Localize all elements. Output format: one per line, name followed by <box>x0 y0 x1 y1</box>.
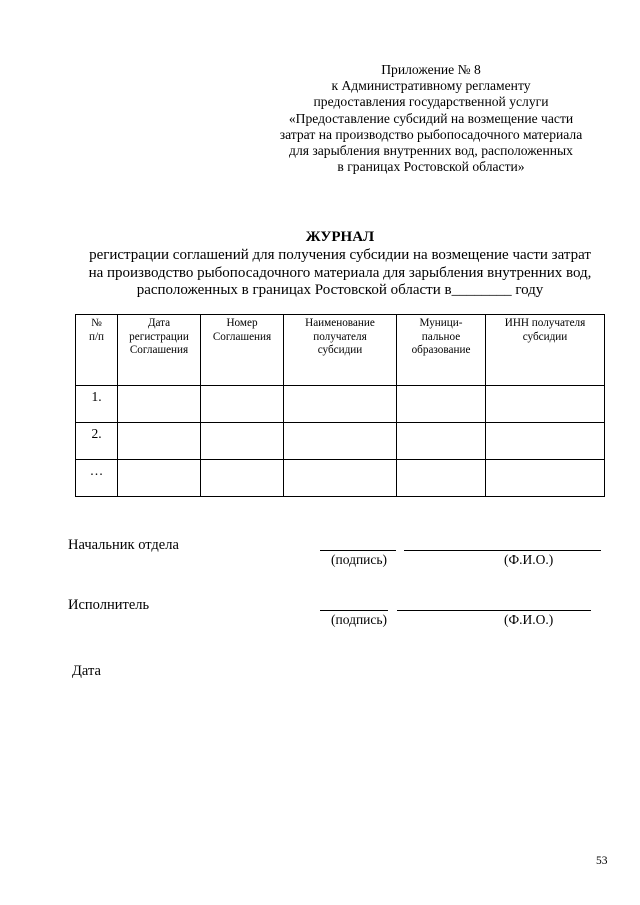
registration-table <box>75 314 605 497</box>
table-cell[interactable] <box>486 460 605 497</box>
table-cell[interactable] <box>201 386 284 423</box>
appendix-line: к Административному регламенту <box>331 78 531 94</box>
appendix-line: в границах Ростовской области» <box>337 159 525 175</box>
appendix-line: предоставления государственной услуги <box>313 94 549 110</box>
row-number-cell: 2. <box>76 423 118 460</box>
head-signature-caption: (подпись) <box>331 552 388 567</box>
table-cell[interactable] <box>397 423 486 460</box>
table-cell[interactable] <box>118 460 201 497</box>
table-cell[interactable] <box>284 423 397 460</box>
appendix-header <box>262 62 600 175</box>
page-number: 53 <box>596 855 608 867</box>
table-row <box>76 423 605 460</box>
table-cell[interactable] <box>397 460 486 497</box>
table-cell[interactable] <box>397 386 486 423</box>
table-header-cell: Муници- пальное образование <box>397 315 486 386</box>
executor-name-caption: (Ф.И.О.) <box>504 612 554 627</box>
appendix-line: затрат на производство рыбопосадочного материала <box>279 126 583 142</box>
executor-name-line[interactable] <box>397 610 591 611</box>
table-header-cell: Номер Соглашения <box>201 315 284 386</box>
journal-subtitle-line: расположенных в границах Ростовской области в________ году <box>136 282 544 298</box>
table-header-cell: ИНН получателя субсидии <box>486 315 605 386</box>
head-name-line[interactable] <box>404 550 601 551</box>
appendix-line: Приложение № 8 <box>381 62 481 77</box>
table-cell[interactable] <box>118 423 201 460</box>
table-cell[interactable] <box>201 460 284 497</box>
executor-label: Исполнитель <box>68 597 150 613</box>
table-cell[interactable] <box>284 386 397 423</box>
executor-signature-caption: (подпись) <box>331 612 388 627</box>
table-header-cell: Наименование получателя субсидии <box>284 315 397 386</box>
table-header-cell: № п/п <box>76 315 118 386</box>
row-number-cell: … <box>76 460 118 497</box>
table-cell[interactable] <box>486 423 605 460</box>
journal-subtitle-line: на производство рыбопосадочного материала для зарыбления внутренних вод, <box>88 264 592 281</box>
date-label: Дата <box>72 663 101 679</box>
table-cell[interactable] <box>201 423 284 460</box>
journal-title: ЖУРНАЛ <box>305 229 375 245</box>
head-of-department-label: Начальник отдела <box>68 537 179 553</box>
table-body <box>76 386 605 497</box>
table-header-row <box>76 315 605 386</box>
journal-subtitle <box>62 247 618 300</box>
table-cell[interactable] <box>284 460 397 497</box>
table-cell[interactable] <box>486 386 605 423</box>
journal-subtitle-line: регистрации соглашений для получения субсидии на возмещение части затрат <box>89 247 591 263</box>
appendix-line: для зарыбления внутренних вод, расположенных <box>289 143 573 159</box>
head-name-caption: (Ф.И.О.) <box>504 552 554 567</box>
table-header-cell: Дата регистрации Соглашения <box>118 315 201 386</box>
executor-signature-line[interactable] <box>320 610 388 611</box>
head-signature-line[interactable] <box>320 550 396 551</box>
table-row <box>76 460 605 497</box>
table-cell[interactable] <box>118 386 201 423</box>
row-number-cell: 1. <box>76 386 118 423</box>
table-row <box>76 386 605 423</box>
appendix-line: «Предоставление субсидий на возмещение части <box>288 110 574 126</box>
